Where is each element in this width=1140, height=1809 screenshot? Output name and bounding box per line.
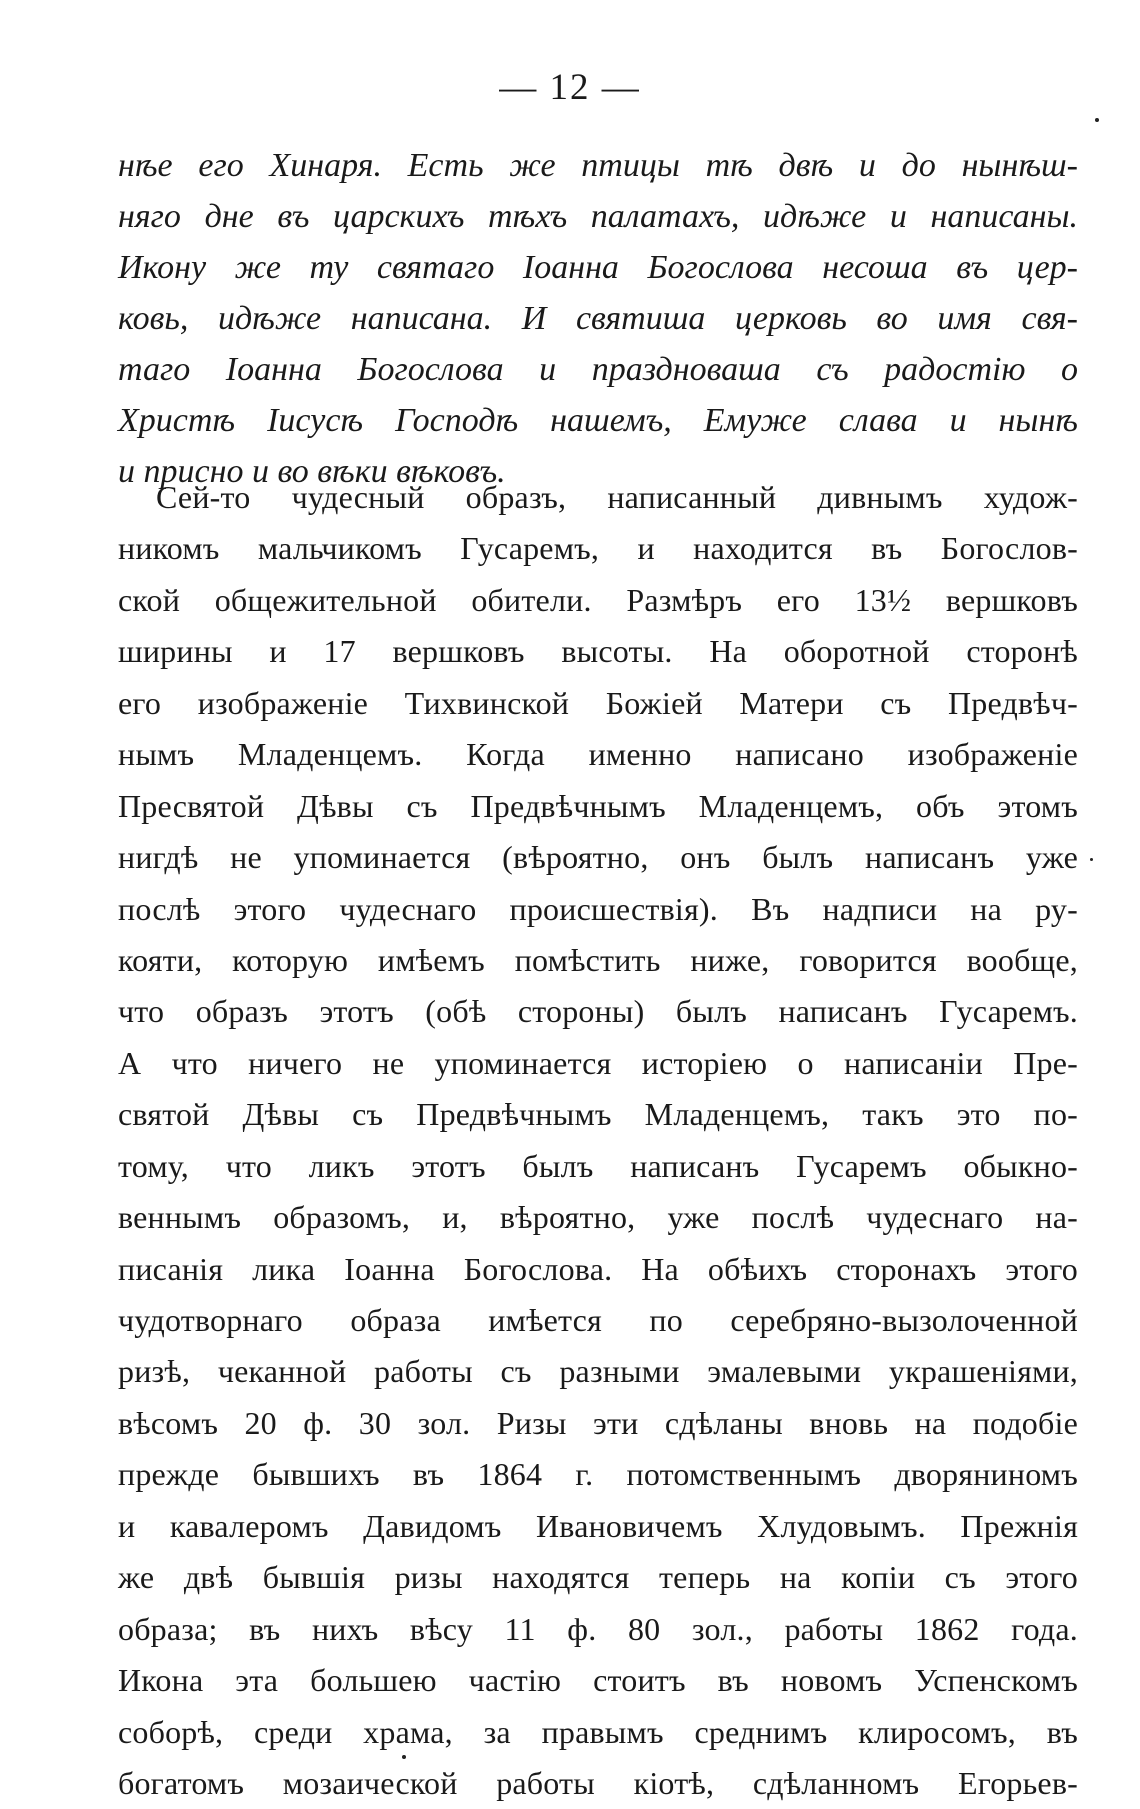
text-line: ской общежительной обители. Размѣръ его 13½ вершковъ	[118, 581, 1078, 618]
text-line: кояти, которую имѣемъ помѣстить ниже, говорится вообще,	[118, 941, 1078, 978]
text-line: что образъ этотъ (обѣ стороны) былъ написанъ Гусаремъ.	[118, 993, 1078, 1030]
italic-quotation-paragraph	[118, 140, 1078, 497]
text-line: нымъ Младенцемъ. Когда именно написано изображеніе	[118, 736, 1078, 773]
text-line: ширины и 17 вершковъ высоты. На оборотной сторонѣ	[118, 633, 1078, 670]
ink-speck	[1095, 118, 1099, 122]
text-line: же двѣ бывшія ризы находятся теперь на копіи съ этого	[118, 1559, 1078, 1596]
text-line: нигдѣ не упоминается (вѣроятно, онъ былъ написанъ уже	[118, 839, 1078, 876]
text-line: образа; въ нихъ вѣсу 11 ф. 80 зол., работы 1862 года.	[118, 1610, 1078, 1647]
text-line: тому, что ликъ этотъ былъ написанъ Гусаремъ обыкно-	[118, 1147, 1078, 1184]
text-line: никомъ мальчикомъ Гусаремъ, и находится въ Богослов-	[118, 530, 1078, 567]
text-line: ризѣ, чеканной работы съ разными эмалевыми украшеніями,	[118, 1353, 1078, 1390]
text-line: чудотворнаго образа имѣется по серебряно-вызолоченной	[118, 1302, 1078, 1338]
ink-speck	[1090, 858, 1093, 861]
text-line: Икону же ту святаго Іоанна Богослова несоша въ цер-	[118, 249, 1078, 286]
text-line: таго Іоанна Богослова и празднoваша съ радостію о	[118, 351, 1078, 388]
text-line: и присно и во вѣки вѣковъ.	[118, 453, 506, 490]
ink-speck	[402, 1755, 406, 1759]
text-line: и кавалеромъ Давидомъ Ивановичемъ Хлудовымъ. Прежнія	[118, 1507, 1078, 1544]
text-line: Сей-то чудесный образъ, написанный дивнымъ худож-	[156, 479, 1078, 515]
text-line: Христѣ Іисусѣ Господѣ нашемъ, Емуже слава и нынѣ	[118, 402, 1078, 439]
text-line: соборѣ, среди храма, за правымъ среднимъ клиросомъ, въ	[118, 1713, 1078, 1750]
text-line: богатомъ мозаической работы кіотѣ, сдѣланномъ Егорьев-	[118, 1764, 1078, 1801]
page-number: — 12 —	[499, 67, 641, 108]
text-line: ковь, идѣже написана. И святиша церковь во имя свя-	[118, 300, 1078, 337]
text-line: веннымъ образомъ, и, вѣроятно, уже послѣ чудеснаго на-	[118, 1199, 1078, 1236]
body-paragraph	[118, 472, 1078, 1809]
text-line: прежде бывшихъ въ 1864 г. потомственнымъ дворяниномъ	[118, 1456, 1078, 1493]
text-line: Икона эта большею частію стоитъ въ новомъ Успенскомъ	[118, 1662, 1078, 1699]
text-line: его изображеніе Тихвинской Божіей Матери съ Предвѣч-	[118, 684, 1078, 721]
text-line: писанія лика Іоанна Богослова. На обѣихъ сторонахъ этого	[118, 1250, 1078, 1287]
text-line: Пресвятой Дѣвы съ Предвѣчнымъ Младенцемъ, объ этомъ	[118, 787, 1078, 824]
text-line: А что ничего не упоминается исторіею о написаніи Пре-	[118, 1044, 1078, 1081]
text-line: нѣе его Хинаря. Есть же птицы тѣ двѣ и до нынѣш-	[118, 147, 1078, 184]
text-line: вѣсомъ 20 ф. 30 зол. Ризы эти сдѣланы вновь на подобіе	[118, 1404, 1078, 1441]
text-line: послѣ этого чудеснаго происшествія). Въ надписи на ру-	[118, 890, 1078, 927]
text-line: святой Дѣвы съ Предвѣчнымъ Младенцемъ, такъ это по-	[118, 1096, 1078, 1133]
text-line: няго дне въ царскихъ тѣхъ палатахъ, идѣже и написаны.	[118, 198, 1078, 235]
